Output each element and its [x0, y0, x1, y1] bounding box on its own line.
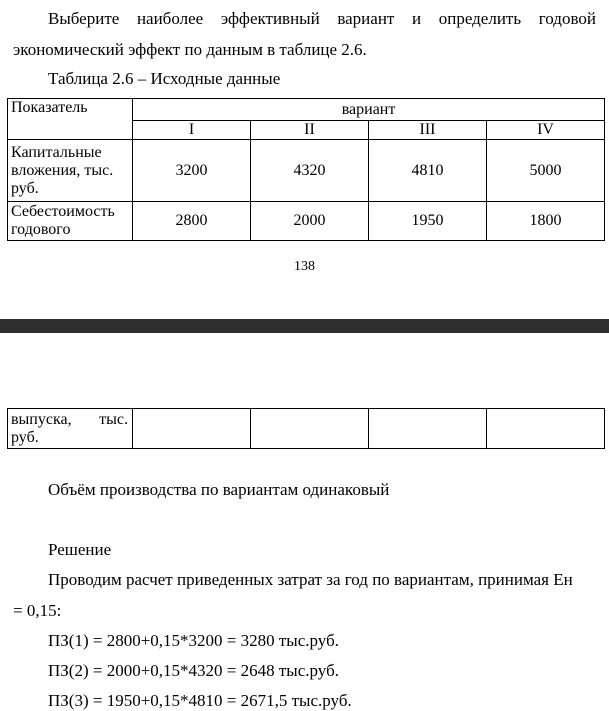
formula-line: ПЗ(1) = 2800+0,15*3200 = 3280 тыс.руб.: [48, 631, 339, 650]
intro-word: Выберите: [48, 9, 120, 28]
table-header-row: [8, 99, 605, 121]
page-number: 138: [294, 259, 315, 274]
intro-word: вариант: [337, 9, 395, 28]
formula-line: ПЗ(3) = 1950+0,15*4810 = 2671,5 тыс.руб.: [48, 691, 352, 710]
table-caption: Таблица 2.6 – Исходные данные: [48, 69, 281, 88]
intro-word: эффективный: [220, 9, 320, 28]
row-label: Себестоимость годового: [8, 202, 133, 241]
table-cell: 4810: [369, 140, 487, 202]
page-break: [0, 319, 609, 333]
table-cell: 2000: [251, 202, 369, 241]
table-cell: 5000: [487, 140, 605, 202]
table-cell: 4320: [251, 140, 369, 202]
table-cell: [133, 409, 251, 449]
data-table: [7, 98, 605, 241]
header-variant: вариант: [133, 99, 605, 121]
row-label-continuation: выпуска, тыс. руб.: [8, 409, 133, 449]
intro-paragraph-line1: [48, 9, 596, 29]
table-cell: [369, 409, 487, 449]
table-cell: 1800: [487, 202, 605, 241]
table-cell: [487, 409, 605, 449]
solution-heading: Решение: [48, 540, 112, 559]
table-cell: 3200: [133, 140, 251, 202]
row-label: Капитальные вложения, тыс. руб.: [8, 140, 133, 202]
table-cell: 1950: [369, 202, 487, 241]
table-cell: 2800: [133, 202, 251, 241]
intro-word: и: [411, 9, 422, 28]
variant-header: III: [369, 121, 487, 140]
intro-paragraph-line2: экономический эффект по данным в таблице 2.6.: [13, 40, 367, 59]
table-row: [8, 202, 605, 241]
formula-line: ПЗ(2) = 2000+0,15*4320 = 2648 тыс.руб.: [48, 661, 339, 680]
table-cell: [251, 409, 369, 449]
intro-word: определить: [438, 9, 522, 28]
table-row: [8, 409, 605, 449]
calc-intro-line1: Проводим расчет приведенных затрат за год по вариантам, принимая Ен: [48, 570, 573, 589]
variant-header: IV: [487, 121, 605, 140]
intro-word: годовой: [538, 9, 596, 28]
intro-word: наиболее: [136, 9, 204, 28]
variant-header: I: [133, 121, 251, 140]
data-table-continuation: [7, 408, 605, 449]
header-indicator: Показатель: [8, 99, 133, 140]
table-row: [8, 140, 605, 202]
variant-header: II: [251, 121, 369, 140]
calc-intro-line2: = 0,15:: [13, 601, 62, 620]
volume-note: Объём производства по вариантам одинаковый: [48, 480, 390, 499]
